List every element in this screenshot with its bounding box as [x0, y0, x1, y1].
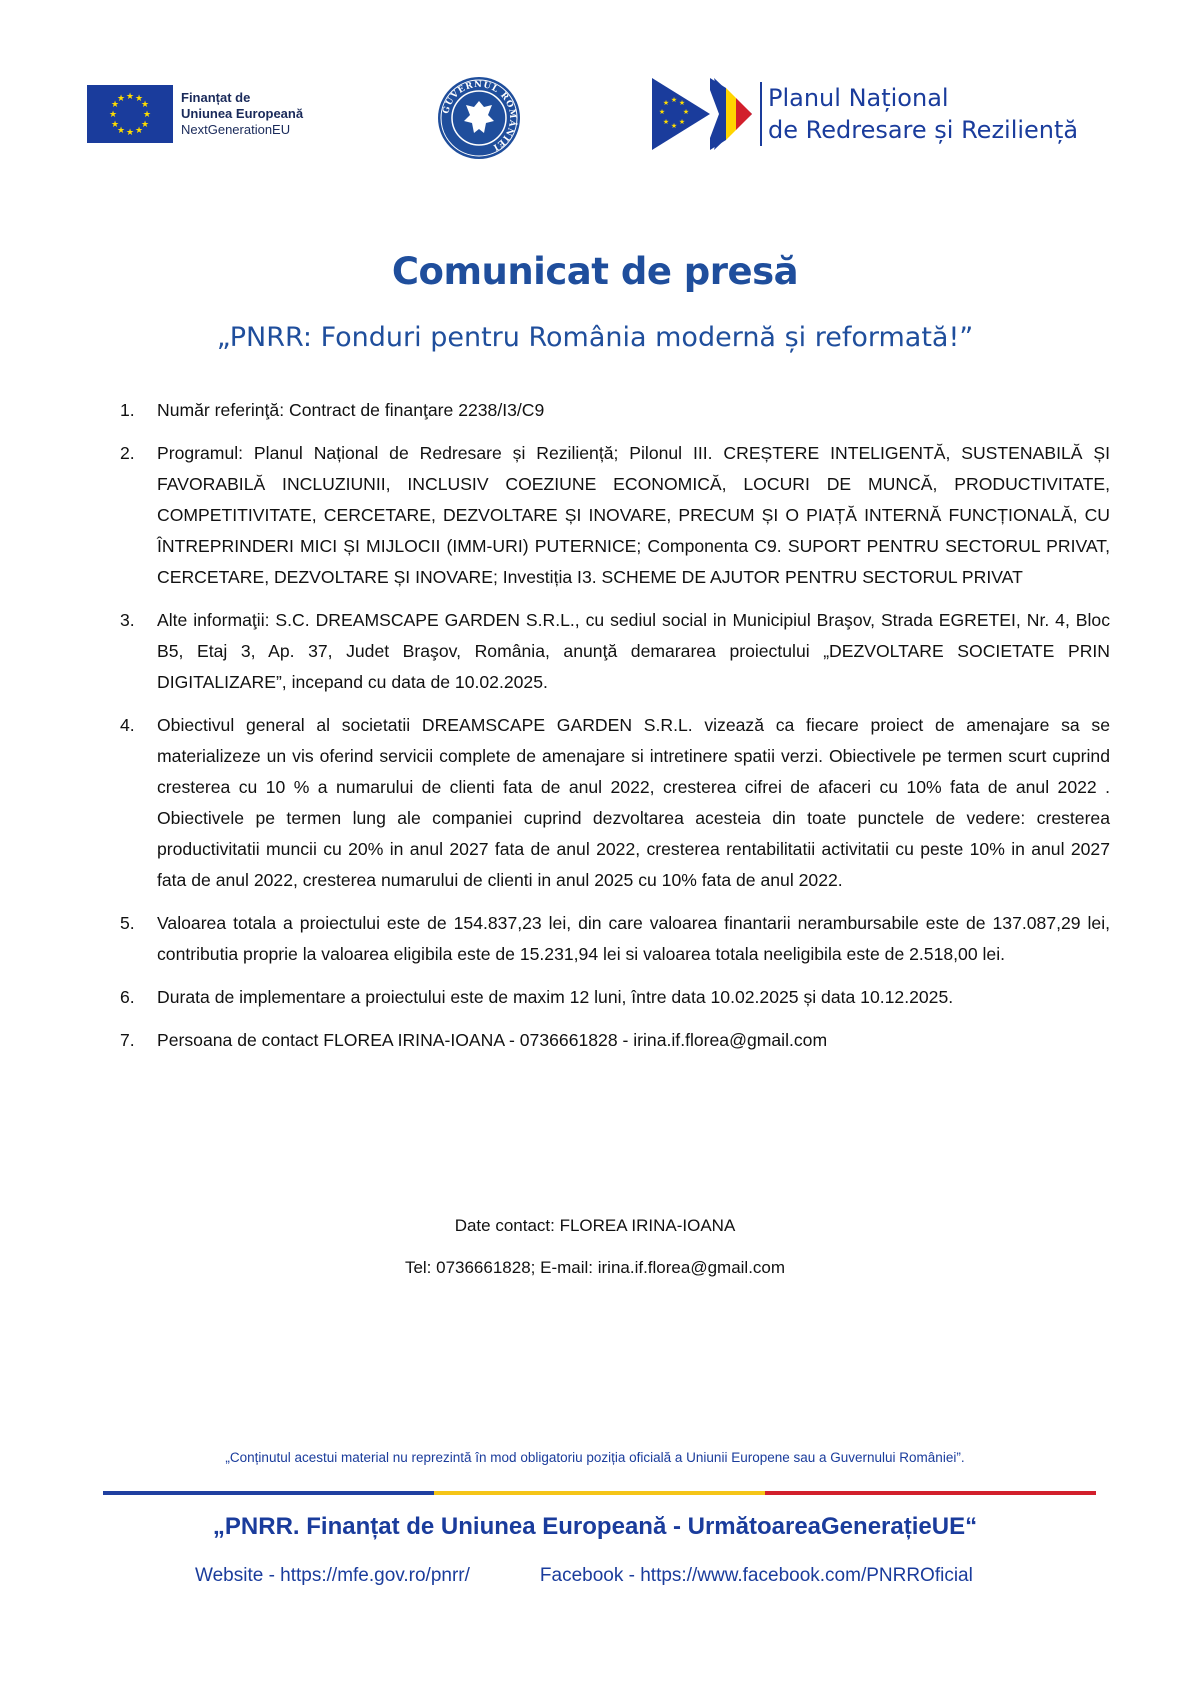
- svg-text:★: ★: [670, 96, 678, 104]
- tricolor-divider: [103, 1491, 1096, 1495]
- divider-yellow: [434, 1491, 765, 1495]
- pnrr-line-2: de Redresare și Reziliență: [768, 116, 1079, 144]
- list-item: [120, 908, 1110, 970]
- item-number: 3.: [120, 610, 135, 630]
- contact-name: Date contact: FLOREA IRINA-IOANA: [454, 1216, 736, 1235]
- item-number: 5.: [120, 913, 135, 933]
- item-text: Valoarea totala a proiectului este de 154.837,23 lei, din care valoarea finantarii nerambursabile este de 137.087,29 lei, contributia proprie la valoarea eligibila este de 15.231,94 lei si valoarea totala neeligibila este de 2.518,00 lei.: [157, 913, 1110, 964]
- svg-text:★: ★: [678, 118, 686, 126]
- list-item: [120, 395, 1110, 426]
- page-title: Comunicat de presă: [391, 250, 799, 293]
- svg-text:★: ★: [662, 99, 670, 107]
- eu-flag-icon: [87, 85, 173, 143]
- facebook-link[interactable]: Facebook - https://www.facebook.com/PNRROficial: [539, 1565, 973, 1586]
- list-item: [120, 710, 1110, 896]
- svg-text:★: ★: [658, 108, 666, 116]
- svg-text:★: ★: [142, 110, 152, 120]
- info-list: [120, 395, 1110, 1068]
- pnrr-logo: [652, 78, 1078, 150]
- website-link[interactable]: Website - https://mfe.gov.ro/pnrr/: [195, 1565, 470, 1586]
- svg-text:★: ★: [108, 110, 118, 120]
- list-item: [120, 438, 1110, 593]
- contact-details: Tel: 0736661828; E-mail: irina.if.florea@gmail.com: [404, 1258, 786, 1277]
- eu-line-3: NextGenerationEU: [181, 122, 291, 137]
- item-number: 6.: [120, 987, 135, 1007]
- svg-text:★: ★: [134, 126, 144, 136]
- svg-text:★: ★: [678, 99, 686, 107]
- footer-links: [195, 1565, 973, 1587]
- eu-funding-text: [181, 90, 303, 138]
- header: [0, 70, 1190, 160]
- eu-funding-logo: [87, 85, 303, 143]
- government-seal-icon: [436, 75, 522, 161]
- item-number: 1.: [120, 400, 135, 420]
- list-item: [120, 1025, 1110, 1056]
- item-number: 2.: [120, 443, 135, 463]
- footer-slogan: „PNRR. Finanțat de Uniunea Europeană - UrmătoareaGenerațieUE“: [212, 1513, 978, 1540]
- svg-text:★: ★: [116, 126, 126, 136]
- pnrr-line-1: Planul Național: [768, 84, 949, 112]
- svg-text:★: ★: [125, 128, 135, 138]
- eu-line-1: Finanțat de: [181, 90, 251, 105]
- divider-red: [765, 1491, 1096, 1495]
- disclaimer: „Conținutul acestui material nu reprezintă în mod obligatoriu poziția oficială a Uniunii Europene sau a Guvernului României”.: [225, 1450, 965, 1465]
- svg-text:★: ★: [110, 100, 120, 110]
- item-text: Durata de implementare a proiectului este de maxim 12 luni, între data 10.02.2025 și data 10.12.2025.: [157, 987, 954, 1007]
- eu-line-2: Uniunea Europeană: [181, 106, 304, 121]
- list-item: [120, 982, 1110, 1013]
- item-text: Programul: Planul Național de Redresare și Reziliență; Pilonul III. CREȘTERE INTELIGENTĂ, SUSTENABILĂ ȘI FAVORABILĂ INCLUZIUNII, INCLUSIV COEZIUNE ECONOMICĂ, LOCURI DE MUNCĂ, PRODUCTIVITATE, COMPETITIVITATE, CERCETARE, DEZVOLTARE ȘI INOVARE, PRECUM ȘI O PIAȚĂ INTERNĂ FUNCȚIONALĂ, CU ÎNTREPRINDERI MICI ȘI MIJLOCII (IMM-URI) PUTERNICE; Componenta C9. SUPORT PENTRU SECTORUL PRIVAT, CERCETARE, DEZVOLTARE ȘI INOVARE; Investiția I3. SCHEME DE AJUTOR PENTRU SECTORUL PRIVAT: [157, 443, 1110, 587]
- contact-block: [0, 1205, 1190, 1289]
- item-text: Alte informaţii: S.C. DREAMSCAPE GARDEN S.R.L., cu sediul social in Municipiul Braşov, Strada EGRETEI, Nr. 4, Bloc B5, Etaj 3, Ap. 37, Judet Braşov, România, anunţă demararea proiectului „DEZVOLTARE SOCIETATE PRIN DIGITALIZARE”, incepand cu data de 10.02.2025.: [157, 610, 1110, 692]
- item-text: Persoana de contact FLOREA IRINA-IOANA - 0736661828 - irina.if.florea@gmail.com: [157, 1030, 828, 1050]
- item-text: Obiectivul general al societatii DREAMSCAPE GARDEN S.R.L. vizează ca fiecare proiect de amenajare sa se materializeze un vis oferind servicii complete de amenajare si intretinere spatii verzi. Obiectivele pe termen scurt cuprind cresterea cu 10 % a numarului de clienti fata de anul 2022, cresterea cifrei de afaceri cu 10% fata de anul 2022 . Obiectivele pe termen lung ale companiei cuprind dezvoltarea acesteia din toate punctele de vedere: cresterea productivitatii muncii cu 20% in anul 2027 fata de anul 2022, cresterea rentabilitatii activitatii cu peste 10% in anul 2027 fata de anul 2022, cresterea numarului de clienti in anul 2025 cu 10% fata de anul 2022.: [157, 715, 1110, 890]
- item-text: Număr referinţă: Contract de finanţare 2238/I3/C9: [157, 400, 545, 420]
- pnrr-flag-icon: [652, 78, 752, 150]
- svg-text:★: ★: [125, 92, 135, 102]
- svg-text:GUVERNUL ROMÂNIEI: GUVERNUL ROMÂNIEI: [441, 79, 518, 153]
- list-item: [120, 605, 1110, 698]
- pnrr-title: [760, 82, 1078, 146]
- svg-text:★: ★: [140, 100, 150, 110]
- item-number: 4.: [120, 715, 135, 735]
- svg-text:★: ★: [670, 122, 678, 130]
- svg-text:★: ★: [116, 94, 126, 104]
- item-number: 7.: [120, 1030, 135, 1050]
- svg-text:★: ★: [140, 120, 150, 130]
- divider-blue: [103, 1491, 434, 1495]
- svg-text:★: ★: [110, 120, 120, 130]
- svg-text:★: ★: [682, 108, 690, 116]
- svg-text:★: ★: [662, 118, 670, 126]
- page-subtitle: „PNRR: Fonduri pentru România modernă și reformată!”: [216, 322, 974, 353]
- svg-text:★: ★: [134, 94, 144, 104]
